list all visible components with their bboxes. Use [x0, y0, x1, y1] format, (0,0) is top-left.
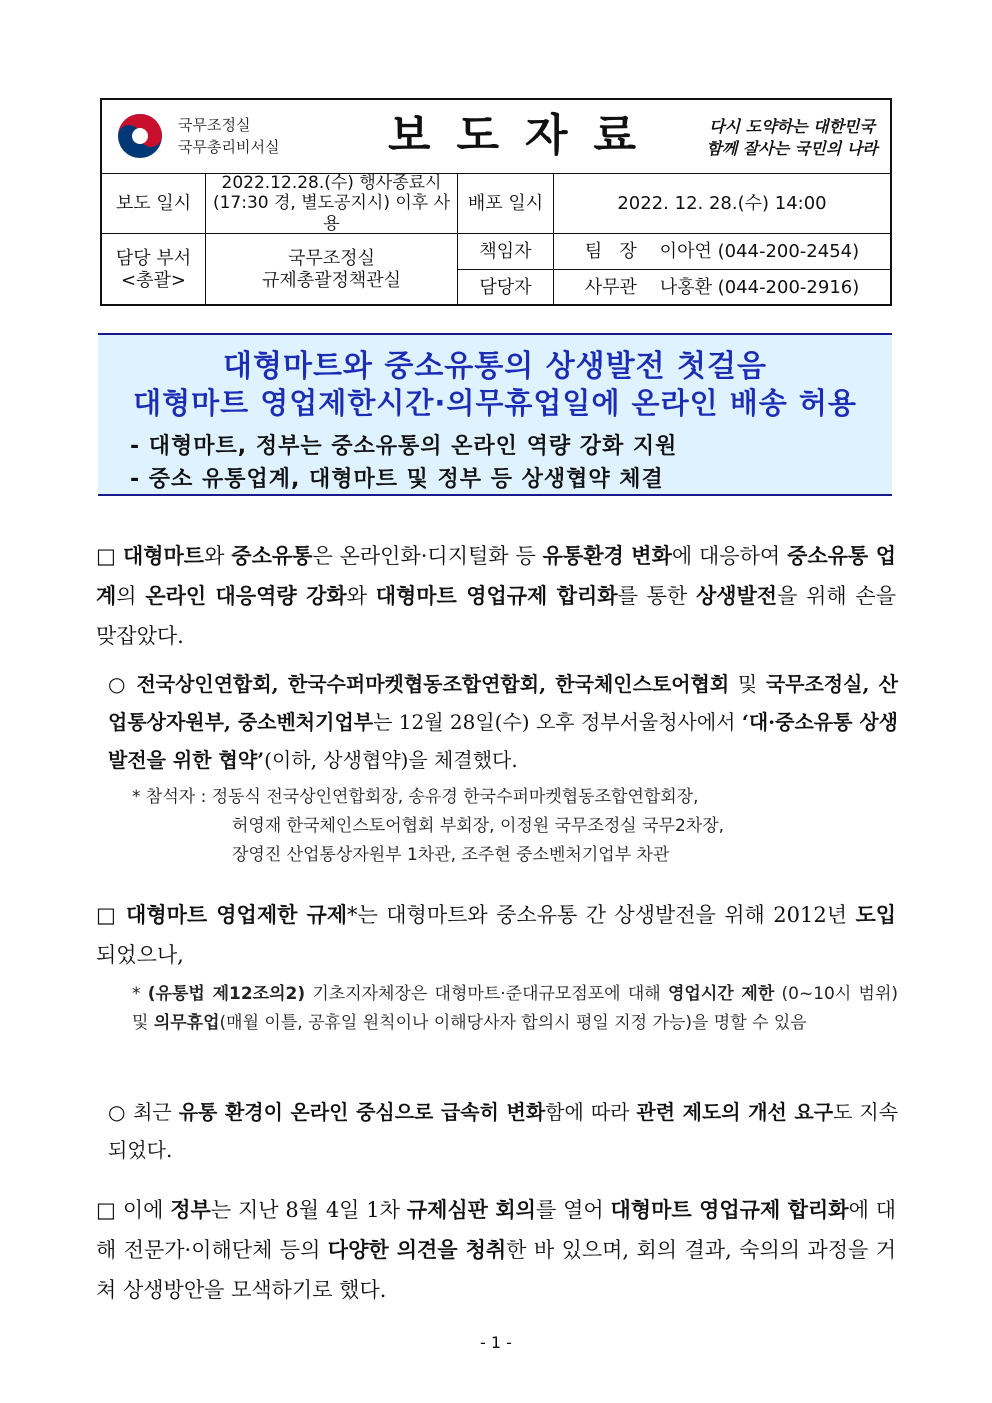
box-bullet: □ — [96, 903, 118, 927]
body-paragraph — [96, 1190, 896, 1310]
emphasis: 대형마트 영업규제 합리화 — [610, 1197, 849, 1222]
text: 에 대해 전문가·이해단체 등의 — [96, 1198, 896, 1262]
text: 및 — [729, 672, 766, 696]
law-footnote — [132, 980, 898, 1038]
text: 기초지자체장은 대형마트·준대규모점포에 대해 — [305, 984, 668, 1004]
text: (이하, 상생협약)을 체결했다. — [264, 748, 518, 772]
org-line1: 국무조정실 — [178, 116, 251, 134]
responsible-value: 팀 장 이아연 (044-200-2454) — [554, 234, 890, 270]
text: 의 — [116, 584, 146, 608]
text: 한 바 있으며, 회의 결과, 숙의의 과정을 거쳐 상생방안을 모색하기로 했다. — [96, 1238, 896, 1302]
text: 은 온라인화·디지털화 등 — [312, 544, 543, 568]
emphasis: 관련 제도의 개선 요구 — [636, 1100, 834, 1124]
emphasis: 상생발전 — [695, 583, 778, 608]
emphasis: 온라인 대응역량 강화 — [145, 583, 347, 608]
slogan — [702, 116, 882, 160]
release-value-line1: 2022.12.28.(수) 행사종료시 — [221, 172, 442, 193]
header-title-row — [102, 100, 890, 174]
government-emblem-icon — [116, 112, 164, 160]
text: (0~10시 범위) 및 — [132, 984, 899, 1033]
emphasis: 유통환경 변화 — [542, 543, 672, 568]
headline-banner — [98, 333, 892, 496]
text: 를 열어 — [535, 1198, 611, 1222]
distribution-value: 2022. 12. 28.(수) 14:00 — [617, 192, 827, 214]
text: 에 대응하여 — [671, 544, 788, 568]
emphasis: 영업시간 제한 — [667, 984, 775, 1004]
emphasis: 대형마트 영업제한 규제 — [126, 902, 348, 927]
emphasis: 전국상인연합회, 한국수퍼마켓협동조합연합회, 한국체인스토어협회 — [136, 672, 730, 696]
emphasis: 다양한 의견을 청취 — [327, 1237, 507, 1262]
slogan-line1: 다시 도약하는 대한민국 — [709, 117, 875, 136]
emphasis: 대형마트 — [122, 543, 205, 568]
headline-sub: 대형마트 영업제한시간·의무휴업일에 온라인 배송 허용 — [133, 386, 857, 420]
responsible-label: 책임자 — [458, 234, 553, 270]
note-line: 장영진 산업통상자원부 1차관, 조주현 중소벤처기업부 차관 — [232, 845, 670, 865]
contact-label: 담당자 — [479, 277, 532, 299]
page-title: 보도자료 — [388, 110, 663, 161]
emphasis: 중소유통 — [231, 543, 313, 568]
emphasis: 도입 — [855, 902, 897, 927]
emphasis: 규제심판 회의 — [406, 1197, 536, 1222]
emphasis: 중소유통 업계 — [96, 543, 897, 608]
text: 함에 따라 — [545, 1100, 637, 1124]
note-line: * 참석자 : 정동식 전국상인연합회장, 송유경 한국수퍼마켓협동조합연합회장, — [132, 787, 699, 807]
body-paragraph — [96, 895, 896, 975]
contact-values — [554, 234, 890, 306]
box-bullet: □ — [96, 544, 117, 568]
headline-bullet: - 중소 유통업계, 대형마트 및 정부 등 상생협약 체결 — [130, 467, 664, 492]
headline-bullet: - 대형마트, 정부는 중소유통의 온라인 역량 강화 지원 — [130, 434, 678, 459]
release-value — [206, 174, 458, 233]
headline-main: 대형마트와 중소유통의 상생발전 첫걸음 — [223, 349, 767, 384]
body-sub-paragraph — [108, 665, 898, 779]
emphasis: 국무조정실, 산업통상자원부, 중소벤처기업부 — [108, 672, 898, 734]
text: 이에 — [122, 1198, 171, 1222]
circle-bullet: ○ — [108, 1100, 127, 1124]
note-line: 허영재 한국체인스토어협회 부회장, 이정원 국무조정실 국무2차장, — [232, 816, 725, 836]
circle-bullet: ○ — [108, 672, 128, 696]
text: 와 — [204, 544, 232, 568]
dept-value-line1: 국무조정실 — [288, 248, 375, 270]
body-paragraph — [96, 536, 896, 656]
header-dept-row — [102, 234, 890, 306]
text: 최근 — [133, 1100, 179, 1124]
emphasis: 유통 환경이 온라인 중심으로 급속히 변화 — [178, 1100, 546, 1124]
text: 도 지속되었다. — [108, 1100, 899, 1162]
emphasis: 정부 — [170, 1197, 211, 1222]
emphasis: (유통법 제12조의2) — [147, 984, 306, 1004]
emphasis: ‘대·중소유통 상생발전을 위한 협약’ — [108, 710, 899, 772]
dept-label-line2: <총괄> — [121, 270, 186, 291]
text: 는 지난 8월 4일 1차 — [210, 1198, 407, 1222]
release-value-line2: (17:30 경, 별도공지시) 이후 사용 — [212, 193, 451, 234]
press-release-header — [100, 98, 892, 306]
text: 되었으나, — [96, 943, 184, 967]
dept-label-line1: 담당 부서 — [115, 248, 192, 270]
distribution-label: 배포 일시 — [458, 174, 554, 233]
page-number: - 1 - — [480, 1333, 512, 1352]
organization-name — [178, 114, 279, 158]
text: 는 12월 28일(수) 오후 정부서울청사에서 — [373, 710, 742, 734]
box-bullet: □ — [96, 1198, 116, 1222]
dept-value-line2: 규제총괄정책관실 — [261, 270, 402, 291]
text: 와 — [346, 584, 376, 608]
emphasis: 대형마트 영업규제 합리화 — [375, 583, 618, 608]
body-sub-paragraph — [108, 1093, 898, 1169]
text: 를 통한 — [617, 584, 696, 608]
release-label: 보도 일시 — [102, 174, 206, 233]
dept-value — [206, 234, 458, 306]
contact-labels — [458, 234, 554, 306]
text: *는 대형마트와 중소유통 간 상생발전을 위해 2012년 — [347, 903, 856, 927]
text: 을 위해 손을 맞잡았다. — [96, 584, 896, 648]
participants-note — [132, 783, 892, 870]
org-line2: 국무총리비서실 — [178, 138, 280, 156]
text: * — [132, 984, 148, 1004]
slogan-line2: 함께 잘사는 국민의 나라 — [706, 139, 878, 158]
header-date-row — [102, 174, 890, 234]
emphasis: 의무휴업 — [153, 1013, 220, 1033]
text: (매월 이틀, 공휴일 원칙이나 이해당사자 합의시 평일 지정 가능)을 명할 수 있음 — [219, 1013, 807, 1033]
dept-label — [102, 234, 206, 306]
contact-value: 사무관 나홍환 (044-200-2916) — [584, 277, 860, 299]
